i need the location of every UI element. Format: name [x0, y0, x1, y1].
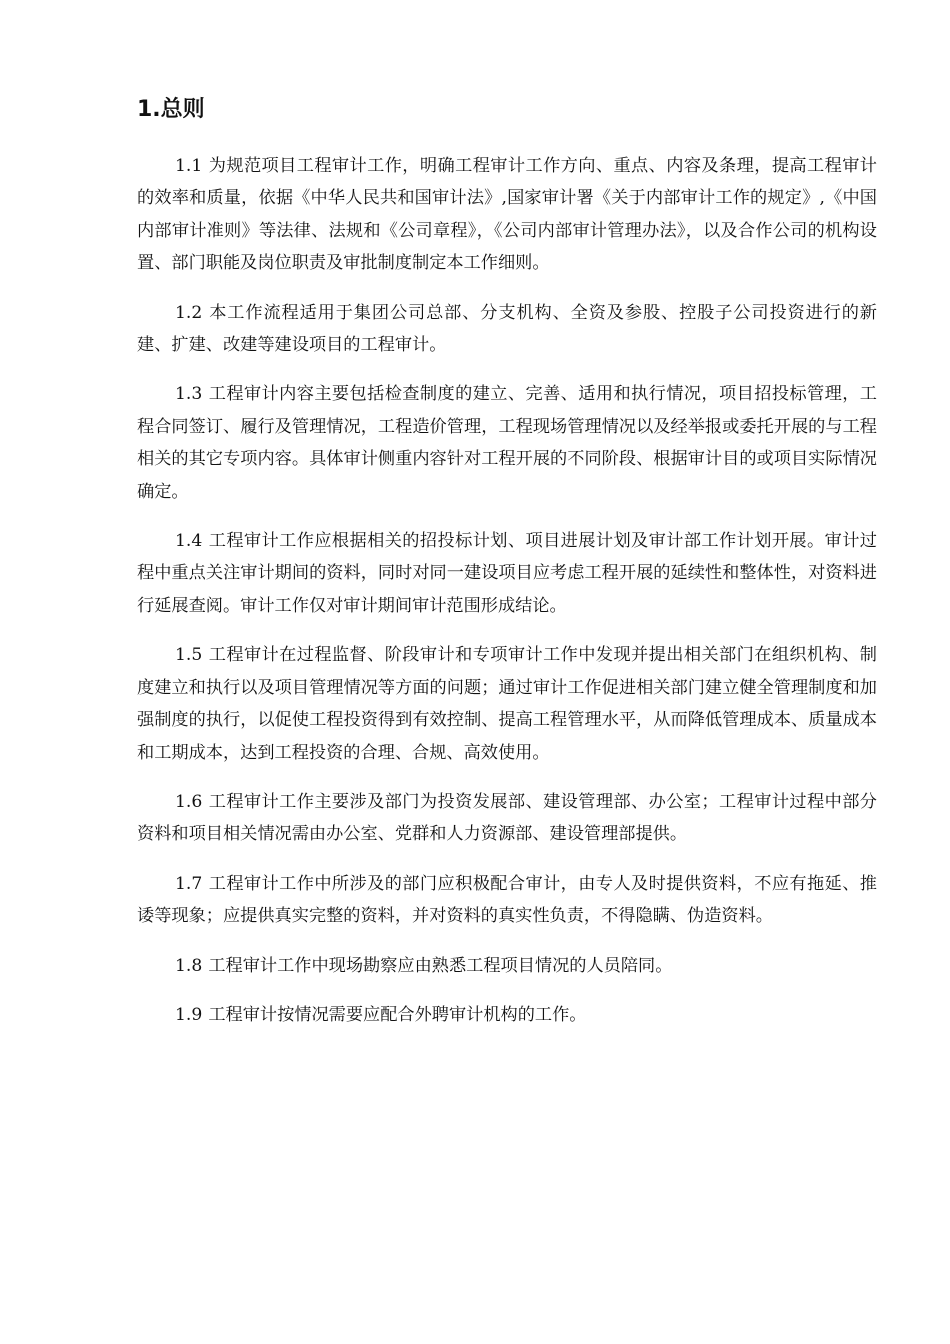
paragraph-1-2 [137, 297, 877, 362]
paragraph-text: 工程审计工作主要涉及部门为投资发展部、建设管理部、办公室；工程审计过程中部分资料和项目相关情况需由办公室、党群和人力资源部、建设管理部提供。 [137, 791, 877, 845]
paragraph-1-7 [137, 868, 877, 933]
paragraph-text: 本工作流程适用于集团公司总部、分支机构、全资及参股、控股子公司投资进行的新建、扩建、改建等建设项目的工程审计。 [137, 302, 877, 356]
paragraph-number: 1.4 [175, 531, 203, 552]
paragraph-text: 工程审计工作应根据相关的招投标计划、项目进展计划及审计部工作计划开展。审计过程中重点关注审计期间的资料，同时对同一建设项目应考虑工程开展的延续性和整体性，对资料进行延展查阅。审计工作仅对审计期间审计范围形成结论。 [137, 531, 877, 616]
paragraph-text: 工程审计工作中所涉及的部门应积极配合审计，由专人及时提供资料，不应有拖延、推诿等现象；应提供真实完整的资料，并对资料的真实性负责，不得隐瞒、伪造资料。 [137, 873, 877, 927]
paragraph-text: 工程审计在过程监督、阶段审计和专项审计工作中发现并提出相关部门在组织机构、制度建立和执行以及项目管理情况等方面的问题；通过审计工作促进相关部门建立健全管理制度和加强制度的执行，以促使工程投资得到有效控制、提高工程管理水平，从而降低管理成本、质量成本和工期成本，达到工程投资的合理、合规、高效使用。 [137, 645, 877, 763]
paragraph-number: 1.7 [175, 873, 203, 894]
paragraph-1-8 [137, 950, 877, 982]
paragraph-1-6 [137, 786, 877, 851]
paragraph-text: 为规范项目工程审计工作，明确工程审计工作方向、重点、内容及条理，提高工程审计的效率和质量，依据《中华人民共和国审计法》,国家审计署《关于内部审计工作的规定》,《中国内部审计准则》等法律、法规和《公司章程》，《公司内部审计管理办法》，以及合作公司的机构设置、部门职能及岗位职责及审批制度制定本工作细则。 [137, 156, 877, 274]
paragraph-text: 工程审计工作中现场勘察应由熟悉工程项目情况的人员陪同。 [208, 955, 673, 976]
document-page [137, 92, 877, 1048]
paragraph-number: 1.3 [175, 384, 203, 405]
paragraph-number: 1.9 [175, 1004, 203, 1025]
paragraph-1-3 [137, 378, 877, 508]
paragraph-number: 1.2 [175, 302, 203, 323]
paragraph-number: 1.6 [175, 791, 203, 812]
paragraph-number: 1.8 [175, 955, 203, 976]
paragraph-text: 工程审计按情况需要应配合外聘审计机构的工作。 [208, 1004, 587, 1025]
paragraph-text: 工程审计内容主要包括检查制度的建立、完善、适用和执行情况，项目招投标管理，工程合同签订、履行及管理情况，工程造价管理，工程现场管理情况以及经举报或委托开展的与工程相关的其它专项内容。具体审计侧重内容针对工程开展的不同阶段、根据审计目的或项目实际情况确定。 [137, 384, 877, 502]
section-heading: 1.总则 [137, 97, 205, 122]
paragraph-1-1 [137, 150, 877, 280]
paragraph-number: 1.5 [175, 645, 203, 666]
paragraph-1-9 [137, 999, 877, 1031]
paragraph-1-5 [137, 639, 877, 769]
paragraph-1-4 [137, 525, 877, 622]
paragraph-number: 1.1 [175, 156, 203, 176]
